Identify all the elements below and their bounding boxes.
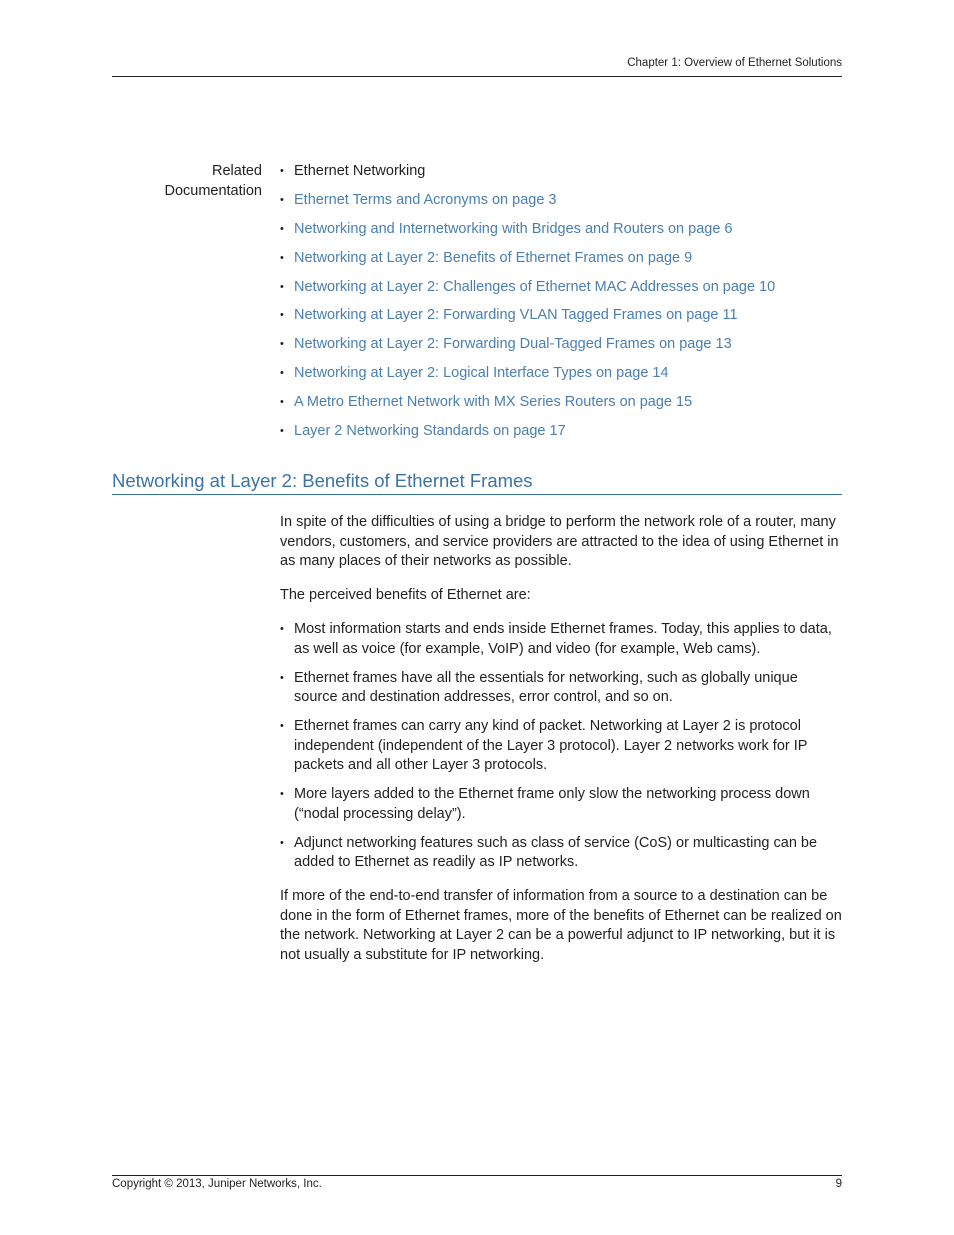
related-link[interactable]: Networking at Layer 2: Challenges of Ethernet MAC Addresses on page 10 <box>294 278 776 295</box>
page-number: 9 <box>835 1178 842 1190</box>
section-body <box>280 513 844 980</box>
benefit-item: • Most information starts and ends inside Ethernet frames. Today, this applies to data, as well as voice (for example, VoIP) and video (for example, Web cams). <box>280 620 844 659</box>
section-heading: Networking at Layer 2: Benefits of Ethernet Frames <box>112 470 842 495</box>
header-rule <box>112 76 842 77</box>
copyright: Copyright © 2013, Juniper Networks, Inc. <box>112 1178 322 1190</box>
related-item[interactable] <box>280 191 842 211</box>
related-link[interactable]: Ethernet Terms and Acronyms on page 3 <box>294 191 557 208</box>
related-label-line2: Documentation <box>164 182 262 199</box>
footer-rule <box>112 1175 842 1176</box>
related-link[interactable]: Layer 2 Networking Standards on page 17 <box>294 423 566 440</box>
related-link[interactable]: Networking at Layer 2: Forwarding Dual-Tagged Frames on page 13 <box>294 336 732 353</box>
related-documentation-label <box>112 162 262 201</box>
related-documentation-list <box>280 162 842 451</box>
lead-paragraph: The perceived benefits of Ethernet are: <box>280 587 531 603</box>
related-label-line1: Related <box>212 163 262 179</box>
related-item[interactable] <box>280 306 842 326</box>
related-item[interactable] <box>280 335 842 355</box>
related-link[interactable]: A Metro Ethernet Network with MX Series Routers on page 15 <box>294 394 693 411</box>
related-item[interactable] <box>280 364 842 384</box>
related-link[interactable]: Networking at Layer 2: Logical Interface Types on page 14 <box>294 365 669 382</box>
related-link[interactable]: Networking and Internetworking with Bridges and Routers on page 6 <box>294 220 733 237</box>
related-item[interactable] <box>280 249 842 269</box>
related-link[interactable]: Networking at Layer 2: Benefits of Ethernet Frames on page 9 <box>294 249 693 266</box>
conclusion-paragraph: If more of the end-to-end transfer of information from a source to a destination can be done in the form of Ethernet frames, more of the benefits of Ethernet can be realized on the network. Networking at Layer 2 can be a powerful adjunct to IP networking, but it is not usually a substitute for IP networking. <box>280 888 842 963</box>
benefits-list <box>280 620 844 873</box>
related-item <box>280 162 842 182</box>
related-item[interactable] <box>280 422 842 442</box>
related-item-text: Ethernet Networking <box>294 163 426 179</box>
benefit-item: • Ethernet frames have all the essentials for networking, such as globally unique source and destination addresses, error control, and so on. <box>280 669 844 708</box>
intro-paragraph: In spite of the difficulties of using a bridge to perform the network role of a router, many vendors, customers, and service providers are attracted to the idea of using Ethernet in as many places of their networks as possible. <box>280 514 839 569</box>
related-link[interactable]: Networking at Layer 2: Forwarding VLAN Tagged Frames on page 11 <box>294 307 738 324</box>
running-head: Chapter 1: Overview of Ethernet Solutions <box>627 57 842 69</box>
related-item[interactable] <box>280 278 842 298</box>
benefit-item: • Ethernet frames can carry any kind of packet. Networking at Layer 2 is protocol independent (independent of the Layer 3 protocol). Layer 2 networks work for IP packets and all other Layer 3 protocols. <box>280 717 844 776</box>
related-item[interactable] <box>280 220 842 240</box>
related-item[interactable] <box>280 393 842 413</box>
benefit-item: • More layers added to the Ethernet frame only slow the networking process down (“nodal processing delay”). <box>280 785 844 824</box>
benefit-item: • Adjunct networking features such as class of service (CoS) or multicasting can be added to Ethernet as readily as IP networks. <box>280 834 844 873</box>
